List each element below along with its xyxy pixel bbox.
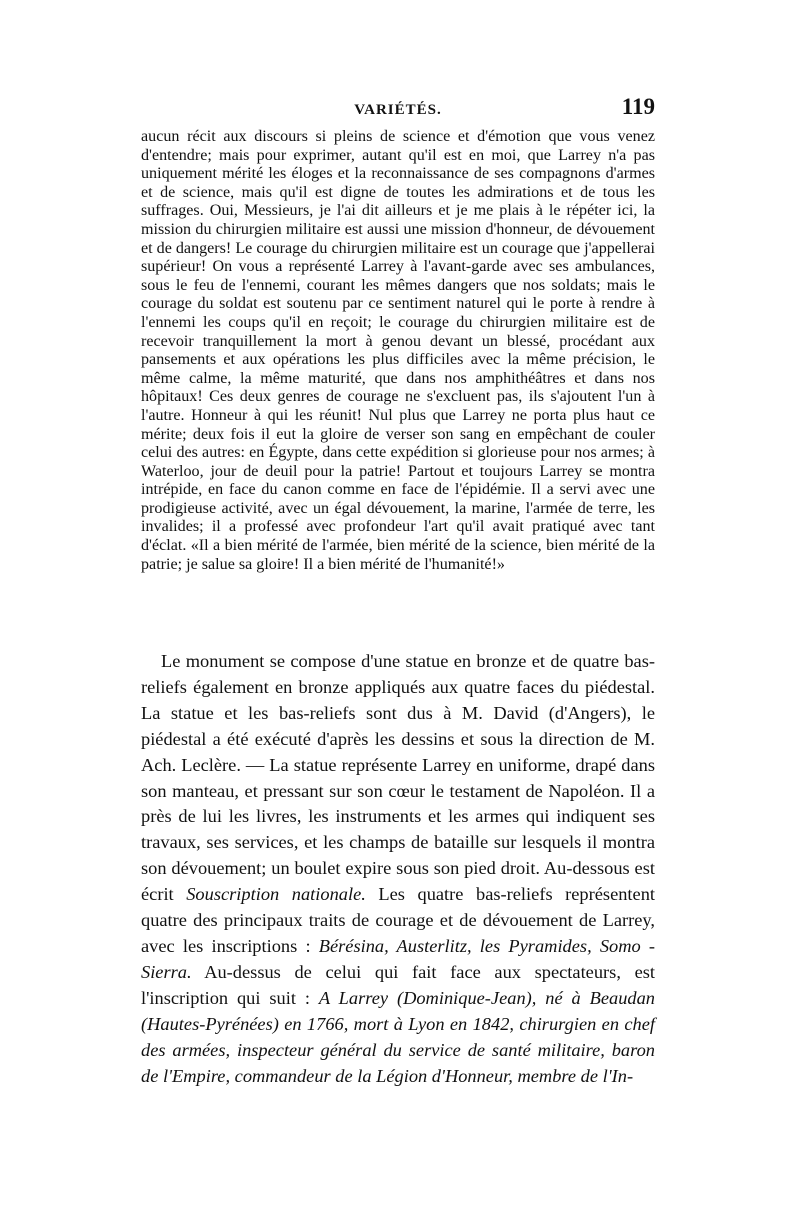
inscription-dedication: A Larrey (Dominique-Jean), né à Beaudan (Hautes-Pyrénées) en 1766, mort à Lyon en 1842, chirurgien en chef des armées, inspecteur général du service de santé militaire, baron de l'Empire, commandeur de la Légion d'Honneur, membre de l'In- — [141, 987, 655, 1086]
monument-description-paragraph — [141, 649, 655, 1089]
main-text — [141, 649, 655, 1089]
page-number: 119 — [621, 94, 655, 119]
quoted-speech-paragraph — [141, 128, 655, 574]
running-head — [141, 94, 655, 124]
inscription-souscription: Souscription nationale. — [186, 884, 366, 905]
inscription-battles: Bérésina, Austerlitz, les Pyramides, Somo - Sierra. — [141, 935, 655, 982]
main-text-part1: Le monument se compose d'une statue en bronze et de quatre bas-reliefs également en bronze appliqués aux quatre faces du piédestal. La statue et les bas-reliefs sont dus à M. David (d'Angers), le piédestal a été exécuté d'après les dessins et sous la direction de M. Ach. Leclère. — La statue représente Larrey en uniforme, drapé dans son manteau, et pressant sur son cœur le testament de Napoléon. Il a près de lui les livres, les instruments et les armes qui indiquent ses travaux, ses services, et les champs de bataille sur lesquels il montra son dévouement; un boulet expire sous son pied droit. Au-dessous est écrit — [141, 651, 655, 905]
running-title: VARIÉTÉS. — [354, 102, 442, 118]
main-text-part2: Les quatre bas-reliefs représentent quatre des principaux traits de courage et de dévouement de Larrey, avec les inscriptions : — [141, 884, 656, 956]
main-text-part3: Au-dessus de celui qui fait face aux spectateurs, est l'inscription qui suit : — [141, 961, 655, 1008]
quote-text: aucun récit aux discours si pleins de science et d'émotion que vous venez d'entendre; mais pour exprimer, autant qu'il est en moi, que Larrey n'a pas uniquement mérité les éloges et la reconnaissance de ses compagnons d'armes et de science, mais qu'il est digne de toutes les admirations et de tous les suffrages. Oui, Messieurs, je l'ai dit ailleurs et je me plais à le répéter ici, la mission du chirurgien militaire est aussi une mission d'honneur, de dévouement et de dangers! Le courage du chirurgien militaire est un courage que j'appellerai supérieur! On vous a représenté Larrey à l'avant-garde avec ses ambulances, sous le feu de l'ennemi, courant les mêmes dangers que nos soldats; mais le courage du soldat est soutenu par ce sentiment naturel qui le porte à rendre à l'ennemi les coups qu'il en reçoit; le courage du chirurgien militaire est de recevoir tranquillement la mort à genou devant un blessé, procédant aux pansements et aux opérations les plus difficiles avec la même précision, le même calme, la même maturité, que dans nos amphithéâtres et dans nos hôpitaux! Ces deux genres de courage ne s'excluent pas, ils s'ajoutent l'un à l'autre. Honneur à qui les réunit! Nul plus que Larrey ne porta plus haut ce mérite; deux fois il eut la gloire de verser son sang en empêchant de couler celui des autres: en Égypte, dans cette expédition si glorieuse pour nos armes; à Waterloo, jour de deuil pour la patrie! Partout et toujours Larrey se montra intrépide, en face du canon comme en face de l'épidémie. Il a servi avec une prodigieuse activité, avec un égal dévouement, la marine, l'armée de terre, les invalides; il a professé avec profondeur l'art qu'il avait pratiqué avec tant d'éclat. «Il a bien mérité de l'armée, bien mérité de la science, bien mérité de la patrie; je salue sa gloire! Il a bien mérité de l'humanité!» — [141, 128, 655, 573]
